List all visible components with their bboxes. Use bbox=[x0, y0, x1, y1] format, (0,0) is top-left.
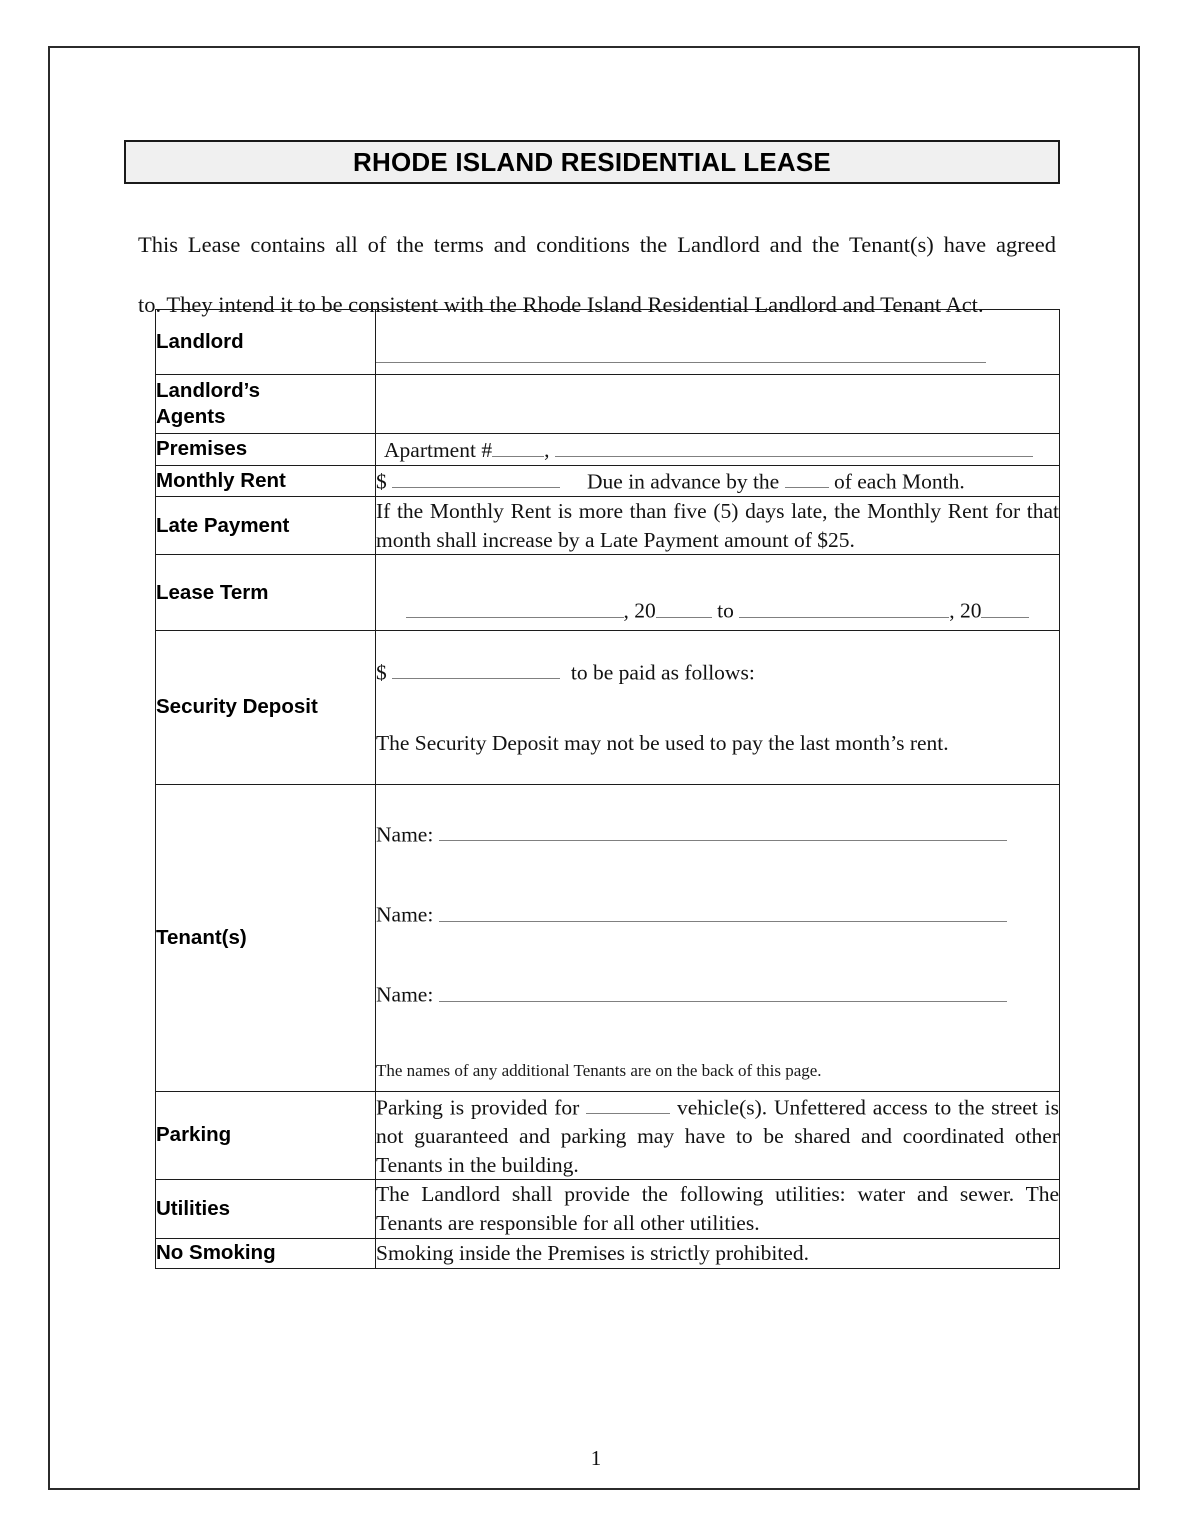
lease-term-end-year-blank[interactable] bbox=[981, 595, 1029, 618]
document-title-box bbox=[124, 140, 1060, 184]
tenant-name-row-3 bbox=[376, 979, 1059, 1009]
table-row bbox=[156, 1091, 1060, 1180]
monthly-rent-day-blank[interactable] bbox=[785, 466, 829, 489]
premises-comma: , bbox=[544, 437, 550, 462]
monthly-rent-currency: $ bbox=[376, 469, 387, 494]
tenant-name-label-3: Name: bbox=[376, 982, 434, 1007]
tenant-name-label-2: Name: bbox=[376, 902, 434, 927]
row-value-landlords-agents[interactable] bbox=[376, 375, 1060, 434]
row-value-late-payment: If the Monthly Rent is more than five (5) days late, the Monthly Rent for that month shall increase by a Late Payment amount of $25. bbox=[376, 496, 1060, 555]
tenant-name-row-1 bbox=[376, 819, 1059, 849]
table-row bbox=[156, 465, 1060, 496]
row-label-parking: Parking bbox=[156, 1091, 376, 1180]
monthly-rent-amount-blank[interactable] bbox=[392, 466, 560, 489]
row-label-landlords-agents-l2: Agents bbox=[156, 405, 226, 429]
row-value-utilities: The Landlord shall provide the following utilities: water and sewer. The Tenants are responsible for all other utilities. bbox=[376, 1180, 1060, 1239]
lease-term-start-year-blank[interactable] bbox=[656, 595, 712, 618]
table-row bbox=[156, 630, 1060, 784]
row-label-utilities: Utilities bbox=[156, 1180, 376, 1239]
intro-line-1: This Lease contains all of the terms and conditions the Landlord and the Tenant(s) have agreed bbox=[138, 232, 1056, 257]
page-number: 1 bbox=[590, 1446, 602, 1470]
monthly-rent-suffix: of each Month. bbox=[833, 469, 965, 494]
row-label-monthly-rent: Monthly Rent bbox=[156, 465, 376, 496]
row-value-premises bbox=[376, 434, 1060, 465]
intro-line-2: to. They intend it to be consistent with the Rhode Island Residential Landlord and Tenant Act. bbox=[138, 291, 984, 317]
row-value-lease-term bbox=[376, 555, 1060, 630]
tenant-name-row-2 bbox=[376, 899, 1059, 929]
table-row bbox=[156, 784, 1060, 1091]
row-label-lease-term: Lease Term bbox=[156, 555, 376, 630]
lease-terms-table bbox=[155, 309, 1060, 1269]
row-label-landlords-agents bbox=[156, 375, 376, 434]
security-deposit-paid-text: to be paid as follows: bbox=[570, 660, 755, 685]
security-deposit-notice: The Security Deposit may not be used to pay the last month’s rent. bbox=[376, 731, 949, 756]
parking-prefix-text: Parking is provided for bbox=[376, 1095, 580, 1120]
premises-apartment-label: Apartment # bbox=[384, 437, 493, 462]
lease-term-start-date-blank[interactable] bbox=[406, 595, 624, 618]
table-row bbox=[156, 310, 1060, 375]
row-label-no-smoking: No Smoking bbox=[156, 1239, 376, 1269]
row-label-premises: Premises bbox=[156, 434, 376, 465]
security-deposit-amount-line bbox=[376, 657, 1059, 687]
monthly-rent-due-text: Due in advance by the bbox=[587, 469, 780, 494]
premises-apartment-blank[interactable] bbox=[492, 434, 544, 457]
tenant-name-blank-2[interactable] bbox=[439, 899, 1007, 922]
row-label-late-payment: Late Payment bbox=[156, 496, 376, 555]
lease-term-year-prefix-2: , 20 bbox=[949, 598, 982, 623]
row-value-tenants bbox=[376, 784, 1060, 1091]
row-value-monthly-rent bbox=[376, 465, 1060, 496]
intro-paragraph bbox=[138, 230, 1056, 320]
table-row bbox=[156, 375, 1060, 434]
table-row bbox=[156, 496, 1060, 555]
landlord-name-blank[interactable] bbox=[376, 340, 986, 363]
lease-term-year-prefix-1: , 20 bbox=[623, 598, 656, 623]
lease-term-end-date-blank[interactable] bbox=[739, 595, 949, 618]
table-row bbox=[156, 1180, 1060, 1239]
tenant-additional-note: The names of any additional Tenants are on the back of this page. bbox=[376, 1060, 822, 1080]
page-frame bbox=[48, 46, 1140, 1490]
row-value-no-smoking: Smoking inside the Premises is strictly prohibited. bbox=[376, 1239, 1060, 1269]
row-value-security-deposit bbox=[376, 630, 1060, 784]
premises-address-blank[interactable] bbox=[555, 434, 1033, 457]
row-value-parking bbox=[376, 1091, 1060, 1180]
row-value-landlord bbox=[376, 310, 1060, 375]
table-row bbox=[156, 434, 1060, 465]
row-label-tenants: Tenant(s) bbox=[156, 784, 376, 1091]
table-row bbox=[156, 1239, 1060, 1269]
tenant-name-blank-3[interactable] bbox=[439, 979, 1007, 1002]
tenant-name-blank-1[interactable] bbox=[439, 819, 1007, 842]
tenant-name-label-1: Name: bbox=[376, 822, 434, 847]
parking-vehicle-count-blank[interactable] bbox=[586, 1092, 670, 1115]
security-deposit-amount-blank[interactable] bbox=[392, 657, 560, 680]
security-deposit-currency: $ bbox=[376, 660, 387, 685]
row-label-security-deposit: Security Deposit bbox=[156, 630, 376, 784]
row-label-landlord: Landlord bbox=[156, 310, 376, 375]
row-label-landlords-agents-l1: Landlord’s bbox=[156, 379, 261, 403]
lease-term-to: to bbox=[717, 598, 734, 623]
parking-suffix-text: vehicle(s). Unfettered access to the street is not guaranteed and parking may have to be shared and coordinated other Tenants in the building. bbox=[376, 1095, 1060, 1177]
page-title: RHODE ISLAND RESIDENTIAL LEASE bbox=[353, 146, 831, 177]
table-row bbox=[156, 555, 1060, 630]
